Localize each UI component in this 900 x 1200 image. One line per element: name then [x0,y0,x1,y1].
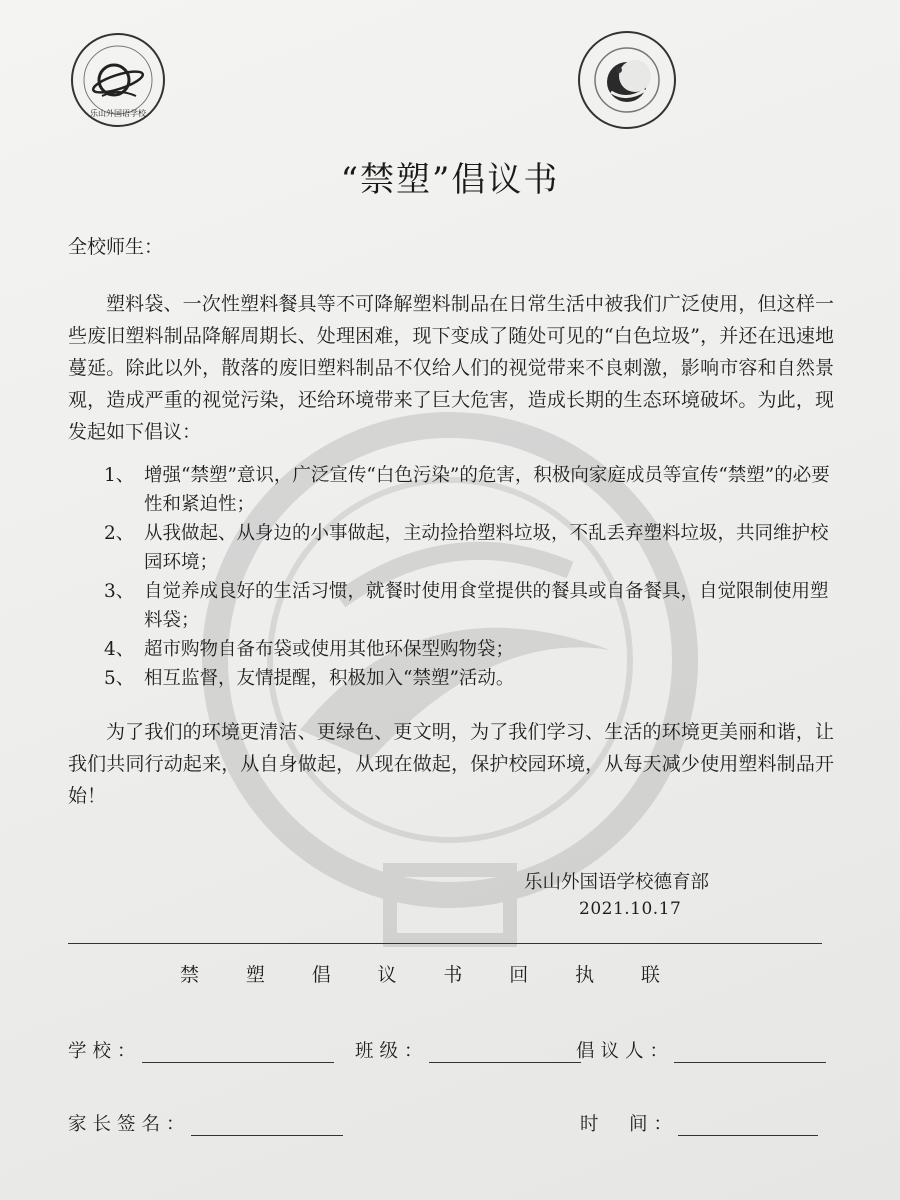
list-item-number: 5、 [104,668,135,689]
list-item [104,635,834,664]
list-item-text: 自觉养成良好的生活习惯，就餐时使用食堂提供的餐具或自备餐具，自觉限制使用塑料袋； [144,581,829,631]
lfls-school-emblem-icon [68,30,168,130]
signer-department: 乐山外国语学校德育部 [524,872,710,893]
receipt-title-char: 联 [640,964,660,986]
list-item-text: 超市购物自备布袋或使用其他环保型购物袋； [144,639,515,660]
list-item-text: 相互监督，友情提醒，积极加入“禁塑”活动。 [144,668,515,689]
list-item-number: 4、 [104,639,135,660]
list-item-number: 1、 [104,465,135,486]
class-blank-field[interactable] [429,1040,581,1063]
receipt-title-char: 回 [509,964,529,986]
time-field-row [580,1110,818,1136]
intro-paragraph: 塑料袋、一次性塑料餐具等不可降解塑料制品在日常生活中被我们广泛使用，但这样一些废旧塑料制品降解周期长、处理困难，现下变成了随处可见的“白色垃圾”，并还在迅速地蔓延。除此以外，散落的废旧塑料制品不仅给人们的视觉带来不良刺激，影响市容和自然景观，造成严重的视觉污染，还给环境带来了巨大危害，造成长期的生态环境破坏。为此，现发起如下倡议： [68,293,834,443]
list-item [104,664,834,693]
list-item-number: 2、 [104,523,135,544]
svg-text:乐山外国语学校: 乐山外国语学校 [90,109,146,118]
school-blank-field[interactable] [142,1040,334,1063]
receipt-title-char: 书 [443,964,463,986]
initiator-blank-field[interactable] [674,1040,826,1063]
time-label: 时 间： [580,1114,679,1135]
time-blank-field[interactable] [678,1113,818,1136]
senior-high-school-emblem-icon [575,28,679,132]
cut-line-divider [68,943,822,944]
receipt-title-char: 禁 [180,964,200,986]
receipt-title-char: 议 [377,964,397,986]
initiator-field-row [576,1037,826,1063]
document-date: 2021.10.17 [579,899,682,919]
initiator-label: 倡议人： [576,1041,675,1062]
list-item-text: 从我做起、从身边的小事做起，主动捡拾塑料垃圾，不乱丢弃塑料垃圾，共同维护校园环境； [144,523,829,573]
receipt-title-char: 倡 [311,964,331,986]
class-label: 班级： [355,1041,429,1062]
list-item-text: 增强“禁塑”意识，广泛宣传“白色污染”的危害，积极向家庭成员等宣传“禁塑”的必要性和紧迫性； [144,465,830,515]
list-item [104,461,834,519]
list-item [104,519,834,577]
class-field-row [355,1037,581,1063]
school-field-row [68,1037,334,1063]
list-item [104,577,834,635]
proposal-list [104,461,834,693]
list-item-number: 3、 [104,581,135,602]
document-title: “禁塑”倡议书 [340,160,560,200]
receipt-title-char: 执 [575,964,595,986]
receipt-title [180,960,660,987]
salutation: 全校师生： [68,236,164,258]
parent-sign-label: 家长签名： [68,1114,191,1135]
closing-paragraph: 为了我们的环境更清洁、更绿色、更文明，为了我们学习、生活的环境更美丽和谐，让我们共同行动起来，从自身做起，从现在做起，保护校园环境，从每天减少使用塑料制品开始！ [68,721,834,807]
school-label: 学校： [68,1041,142,1062]
receipt-title-char: 塑 [245,964,265,986]
parent-sign-blank-field[interactable] [191,1113,343,1136]
parent-sign-field-row [68,1110,343,1136]
